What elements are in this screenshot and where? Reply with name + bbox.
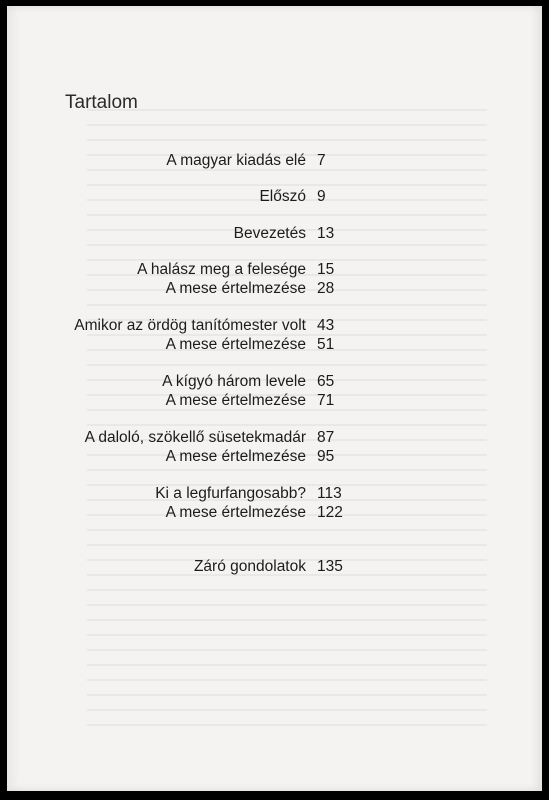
- toc-entry-label: A mese értelmezése: [165, 392, 306, 409]
- table-of-contents: [7, 6, 542, 791]
- toc-entry: [7, 504, 542, 526]
- toc-entry-page: 113: [317, 485, 342, 502]
- toc-entry-label: A daloló, szökellő süsetekmadár: [84, 429, 306, 446]
- toc-entry-page: 28: [317, 280, 335, 297]
- toc-entry-page: 7: [317, 152, 326, 169]
- book-page: [7, 6, 542, 791]
- toc-title: Tartalom: [65, 92, 138, 113]
- toc-entry-label: Ki a legfurfangosabb?: [155, 485, 306, 502]
- toc-entry-page: 15: [317, 261, 335, 278]
- toc-entry-page: 95: [317, 448, 335, 465]
- toc-entry-page: 135: [317, 558, 343, 575]
- toc-entry: [7, 392, 542, 414]
- toc-entry: [7, 448, 542, 470]
- toc-entry-page: 43: [317, 317, 335, 334]
- toc-entry-label: A kígyó három levele: [162, 373, 306, 390]
- toc-entry-label: A mese értelmezése: [165, 336, 306, 353]
- toc-entry-label: A mese értelmezése: [165, 280, 306, 297]
- toc-entry-page: 65: [317, 373, 335, 390]
- toc-entry-page: 122: [317, 504, 343, 521]
- toc-entry: [7, 188, 542, 210]
- toc-entry-label: A halász meg a felesége: [137, 261, 306, 278]
- toc-entry-label: A mese értelmezése: [165, 448, 306, 465]
- toc-entry-label: Bevezetés: [233, 225, 306, 242]
- toc-entry: [7, 336, 542, 358]
- toc-entry: [7, 225, 542, 247]
- toc-entry-label: A mese értelmezése: [165, 504, 306, 521]
- toc-entry: [7, 558, 542, 580]
- toc-entry-page: 9: [317, 188, 326, 205]
- toc-entry-label: A magyar kiadás elé: [166, 152, 306, 169]
- toc-entry-page: 13: [317, 225, 335, 242]
- toc-entry-page: 51: [317, 336, 335, 353]
- toc-entry-label: Előszó: [259, 188, 306, 205]
- toc-entry-page: 87: [317, 429, 335, 446]
- toc-entry-label: Amikor az ördög tanítómester volt: [74, 317, 306, 334]
- toc-entry: [7, 152, 542, 174]
- toc-entry-label: Záró gondolatok: [193, 558, 306, 575]
- toc-entry-page: 71: [317, 392, 335, 409]
- toc-entry: [7, 280, 542, 302]
